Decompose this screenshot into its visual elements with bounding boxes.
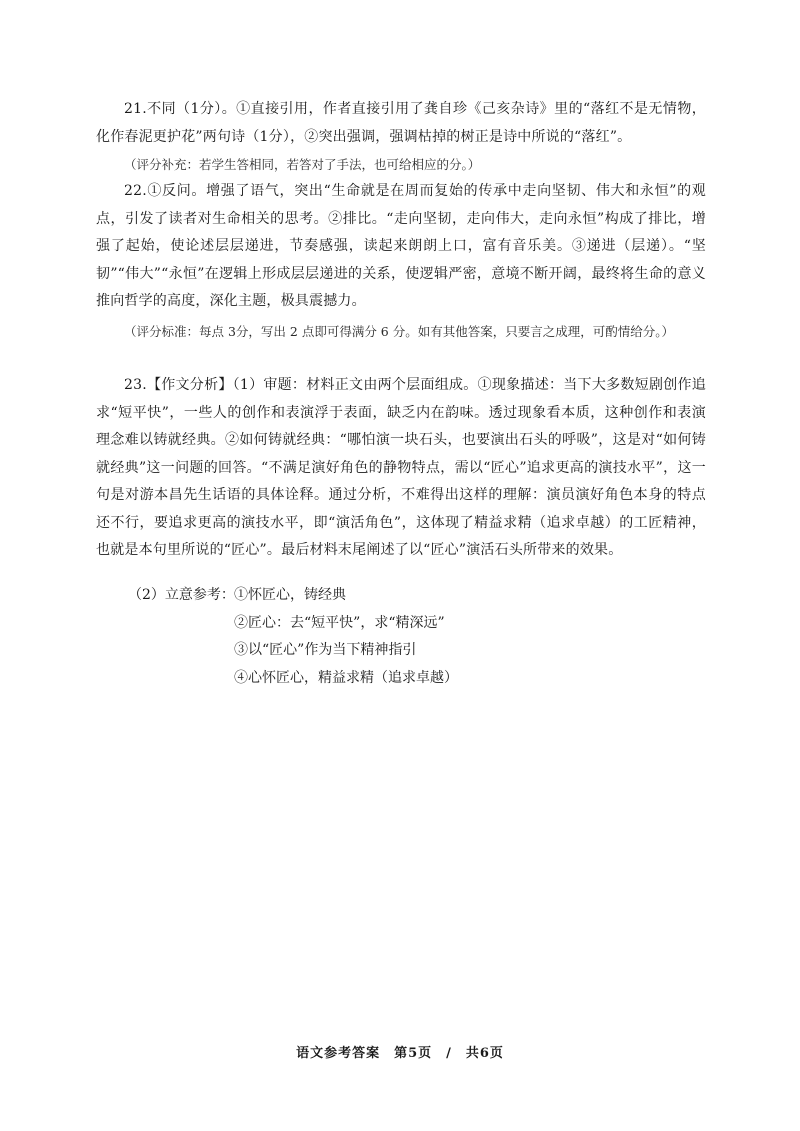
idea-item: ④心怀匠心，精益求精（追求卓越）: [234, 669, 458, 686]
answer-22: [96, 178, 706, 316]
page-footer: 语文参考答案 第5页 / 共6页: [296, 1046, 504, 1061]
answer-22-scoring-note: [96, 318, 706, 345]
answer-23: [96, 372, 706, 565]
idea-item: ①怀匠心，铸经典: [234, 587, 346, 603]
answer-21-text: 21.不同（1分）。①直接引用，作者直接引用了龚自珍《己亥杂诗》里的“落红不是无情物，化作春泥更护花”两句诗（1分），②突出强调，强调枯掉的树正是诗中所说的“落红”。: [96, 101, 706, 145]
idea-item: ③以“匠心”作为当下精神指引: [234, 642, 417, 658]
answer-23-text: 23.【作文分析】（1）审题：材料正文由两个层面组成。①现象描述：当下大多数短剧创作追求“短平快”，一些人的创作和表演浮于表面，缺乏内在韵味。透过现象看本质，这种创作和表演理念难以铸就经典。②如何铸就经典：“哪怕演一块石头，也要演出石头的呼吸”，这是对“如何铸就经典”这一问题的回答。“不满足演好角色的静物特点，需以“匠心”追求更高的演技水平”，这一句是对游本昌先生话语的具体诠释。通过分析，不难得出这样的理解：演员演好角色本身的特点还不行，要追求更高的演技水平，即“演活角色”，这体现了精益求精（追求卓越）的工匠精神，也就是本句里所说的“匠心”。最后材料末尾阐述了以“匠心”演活石头所带来的效果。: [96, 377, 706, 558]
ideas-label: （2）立意参考：: [128, 587, 235, 603]
answer-21: [96, 96, 706, 151]
idea-item: ②匠心：去“短平快”，求“精深远”: [234, 614, 445, 631]
answer-22-note-text: （评分标准：每点 3分，写出 2 点即可得满分 6 分。如有其他答案，只要言之成理，可酌情给分。）: [124, 324, 674, 339]
answer-21-note-text: （评分补充：若学生答相同，若答对了手法，也可给相应的分。）: [124, 157, 481, 172]
ideas-list: [234, 582, 458, 692]
answer-22-text: 22.①反问。增强了语气，突出“生命就是在周而复始的传承中走向坚韧、伟大和永恒”的观点，引发了读者对生命相关的思考。②排比。“走向坚韧，走向伟大，走向永恒”构成了排比，增强了起始，使论述层层递进，节奏感强，读起来朗朗上口，富有音乐美。③递进（层递）。“坚韧”“伟大”“永恒”在逻辑上形成层层递进的关系，使逻辑严密，意境不断开阔，最终将生命的意义推向哲学的高度，深化主题，极具震撼力。: [96, 183, 706, 309]
answer-21-scoring-note: [96, 151, 706, 178]
